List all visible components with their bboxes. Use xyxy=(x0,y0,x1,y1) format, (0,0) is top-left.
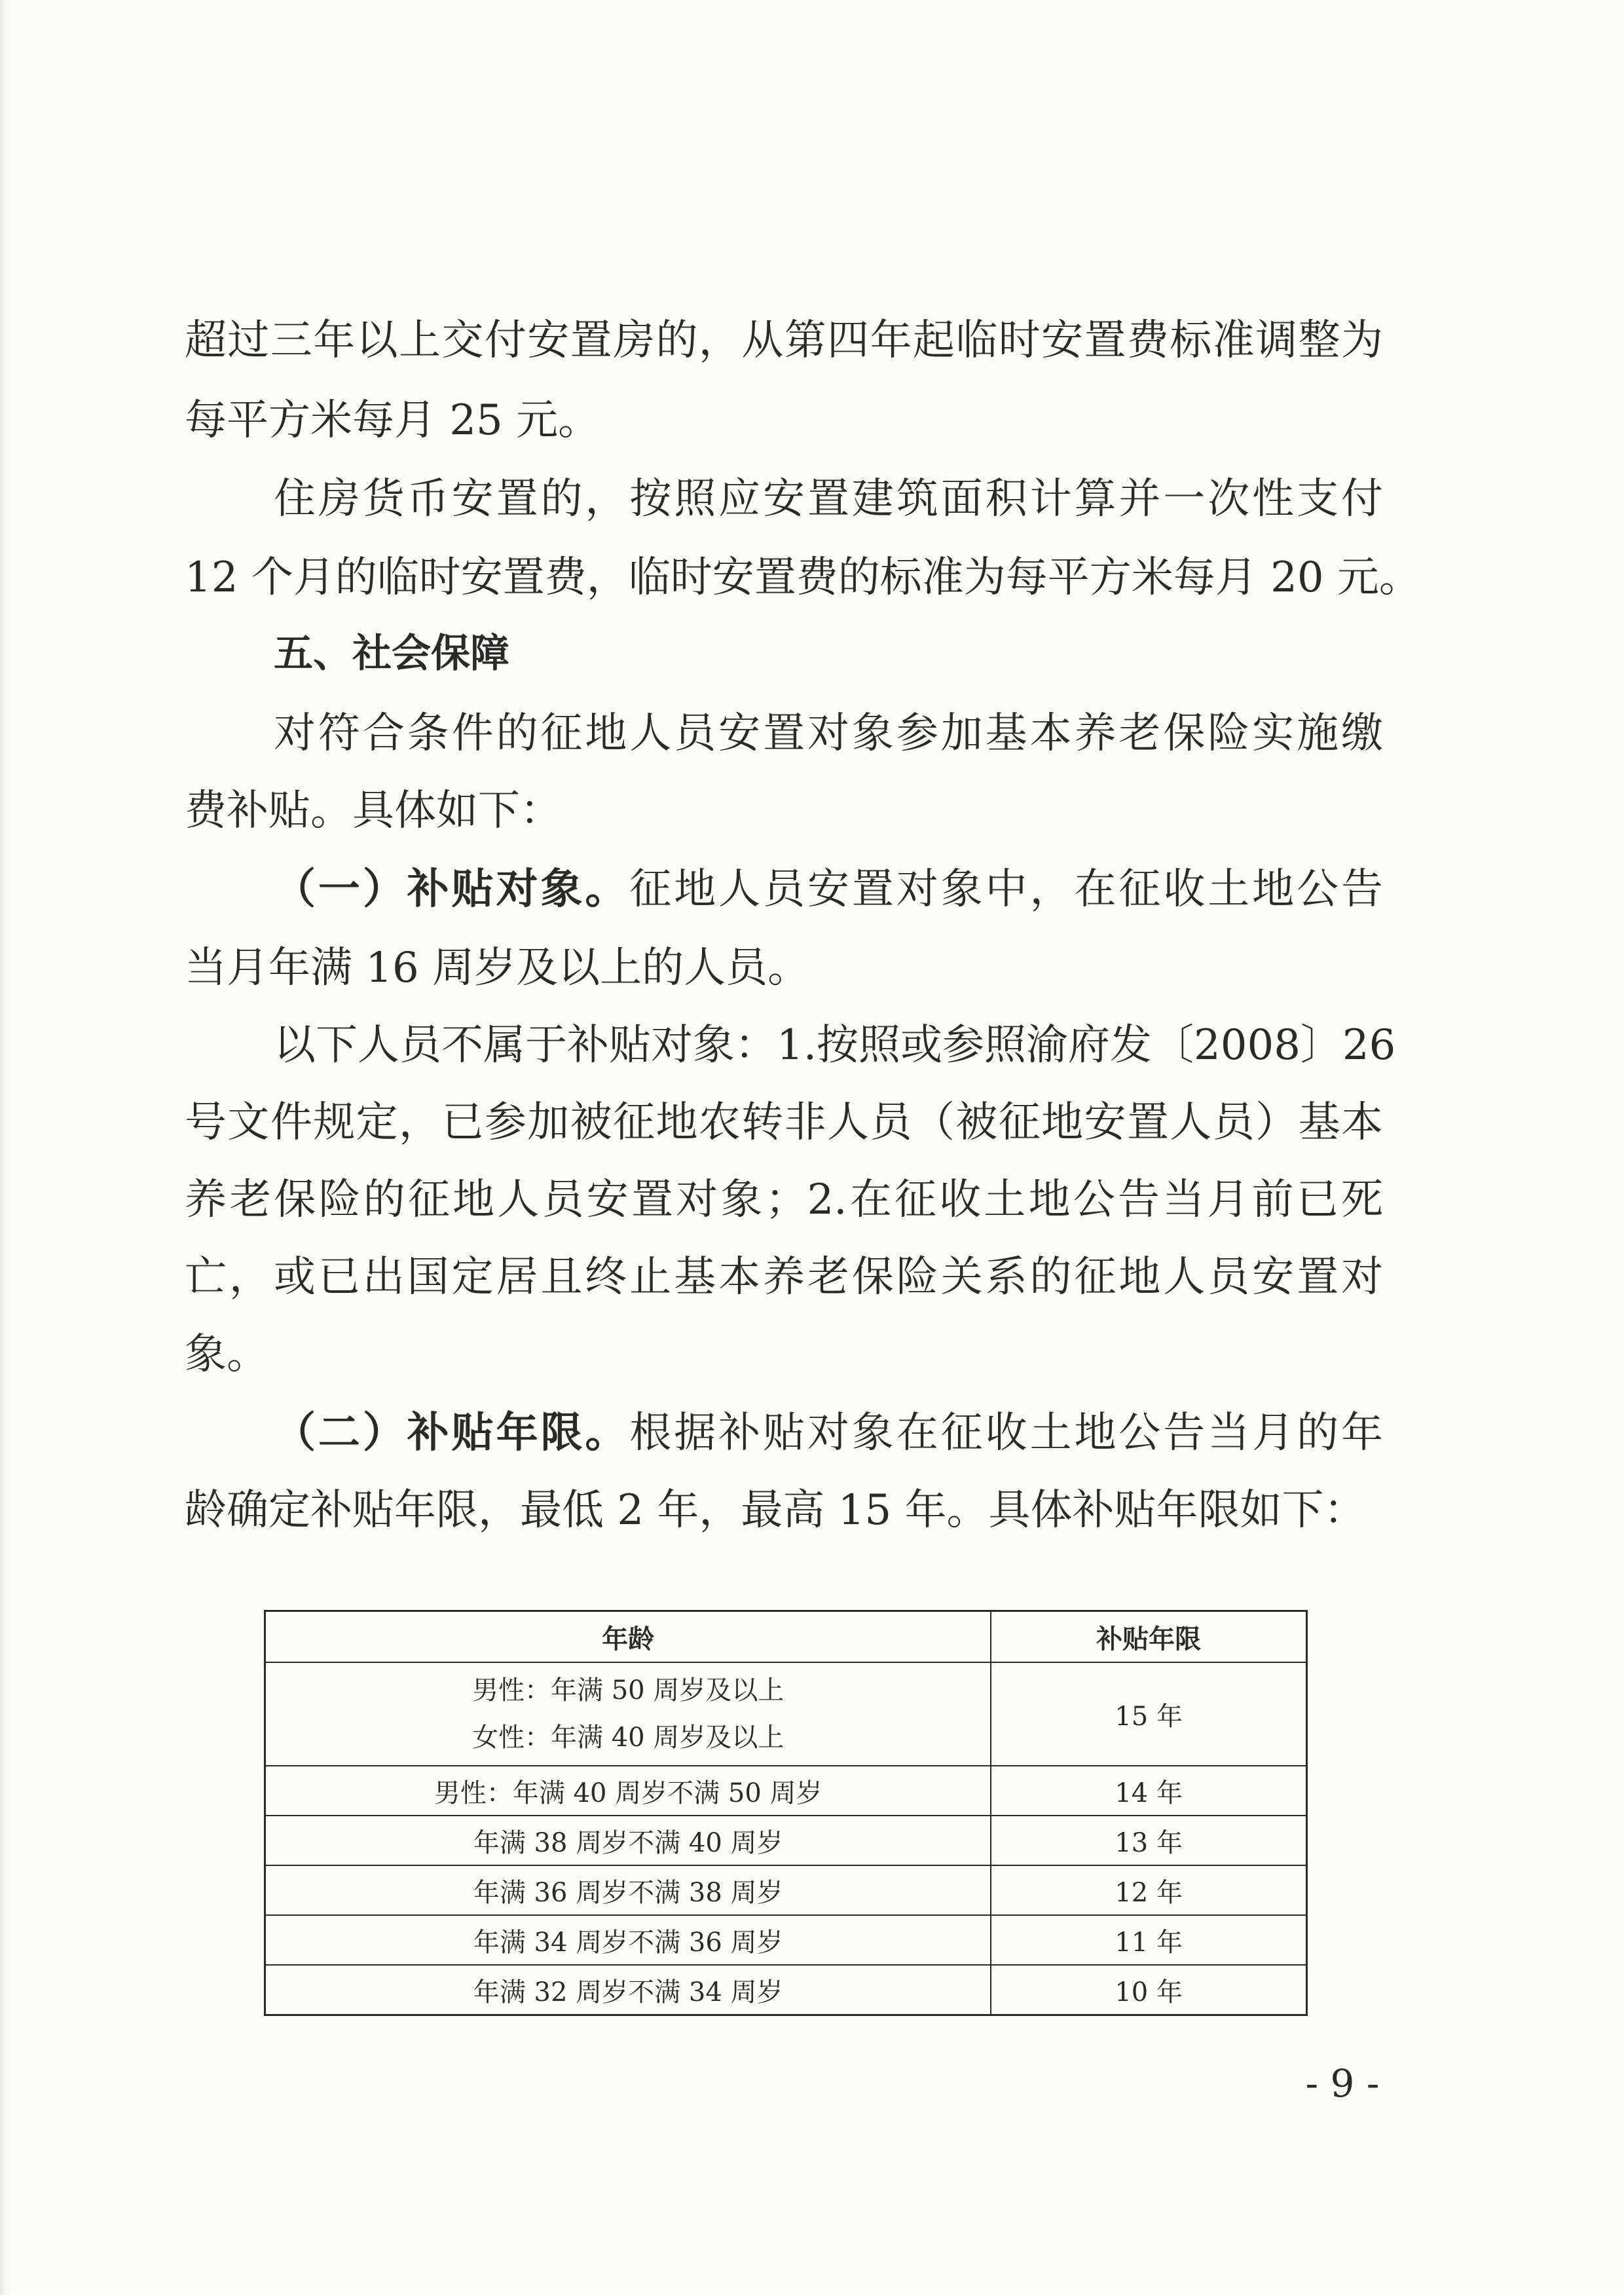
years-cell: 14 年 xyxy=(991,1766,1306,1816)
paragraph-text: 根据补贴对象在征收土地公告当月的年 xyxy=(629,1409,1384,1457)
paragraph-line: 以下人员不属于补贴对象：1.按照或参照渝府发〔2008〕26 xyxy=(274,1021,1396,1070)
table-row xyxy=(265,1816,1307,1865)
header-subsidy-years: 补贴年限 xyxy=(991,1611,1306,1663)
paragraph-line: 12 个月的临时安置费，临时安置费的标准为每平方米每月 20 元。 xyxy=(185,553,1421,602)
paragraph-line: 养老保险的征地人员安置对象；2.在征收土地公告当月前已死 xyxy=(185,1176,1383,1224)
table-row xyxy=(265,1766,1307,1816)
age-cell: 男性：年满 40 周岁不满 50 周岁 xyxy=(265,1766,991,1816)
paragraph-line: 每平方米每月 25 元。 xyxy=(185,396,600,445)
table-row xyxy=(265,1662,1307,1766)
paragraph-line: 当月年满 16 周岁及以上的人员。 xyxy=(185,944,810,992)
subsection-label: （二）补贴年限。 xyxy=(274,1409,630,1457)
paragraph-line: 对符合条件的征地人员安置对象参加基本养老保险实施缴 xyxy=(274,709,1383,758)
table-row xyxy=(265,1965,1307,2015)
age-cell: 年满 32 周岁不满 34 周岁 xyxy=(265,1965,991,2015)
table-row xyxy=(265,1915,1307,1965)
table-row xyxy=(265,1865,1307,1915)
age-cell: 年满 34 周岁不满 36 周岁 xyxy=(265,1915,991,1965)
years-cell: 11 年 xyxy=(991,1915,1306,1965)
subsection-label: （一）补贴对象。 xyxy=(274,865,630,914)
years-cell: 15 年 xyxy=(991,1662,1306,1766)
age-line: 女性：年满 40 周岁及以上 xyxy=(472,1723,784,1753)
paragraph-line xyxy=(274,863,1383,916)
paragraph-line: 象。 xyxy=(185,1330,268,1379)
years-cell: 10 年 xyxy=(991,1965,1306,2015)
paragraph-line: 号文件规定，已参加被征地农转非人员（被征地安置人员）基本 xyxy=(185,1098,1383,1147)
paragraph-line: 亡，或已出国定居且终止基本养老保险关系的征地人员安置对 xyxy=(185,1253,1383,1301)
paragraph-line: 超过三年以上交付安置房的，从第四年起临时安置费标准调整为 xyxy=(185,316,1383,365)
age-cell: 年满 36 周岁不满 38 周岁 xyxy=(265,1865,991,1915)
paragraph-line: 龄确定补贴年限，最低 2 年，最高 15 年。具体补贴年限如下： xyxy=(185,1486,1366,1535)
years-cell: 13 年 xyxy=(991,1816,1306,1865)
paragraph-text: 征地人员安置对象中，在征收土地公告 xyxy=(629,865,1384,914)
paragraph-line: 费补贴。具体如下： xyxy=(185,787,562,835)
age-cell xyxy=(265,1662,991,1766)
years-cell: 12 年 xyxy=(991,1865,1306,1915)
table-header-row xyxy=(265,1611,1307,1663)
paragraph-line xyxy=(274,1407,1383,1459)
age-line: 男性：年满 50 周岁及以上 xyxy=(472,1675,784,1706)
page-number: - 9 - xyxy=(1305,2061,1380,2106)
age-cell: 年满 38 周岁不满 40 周岁 xyxy=(265,1816,991,1865)
subsidy-years-table xyxy=(264,1610,1308,2016)
section-heading: 五、社会保障 xyxy=(274,631,509,677)
paragraph-line: 住房货币安置的，按照应安置建筑面积计算并一次性支付 xyxy=(274,475,1383,523)
header-age: 年龄 xyxy=(265,1611,991,1663)
